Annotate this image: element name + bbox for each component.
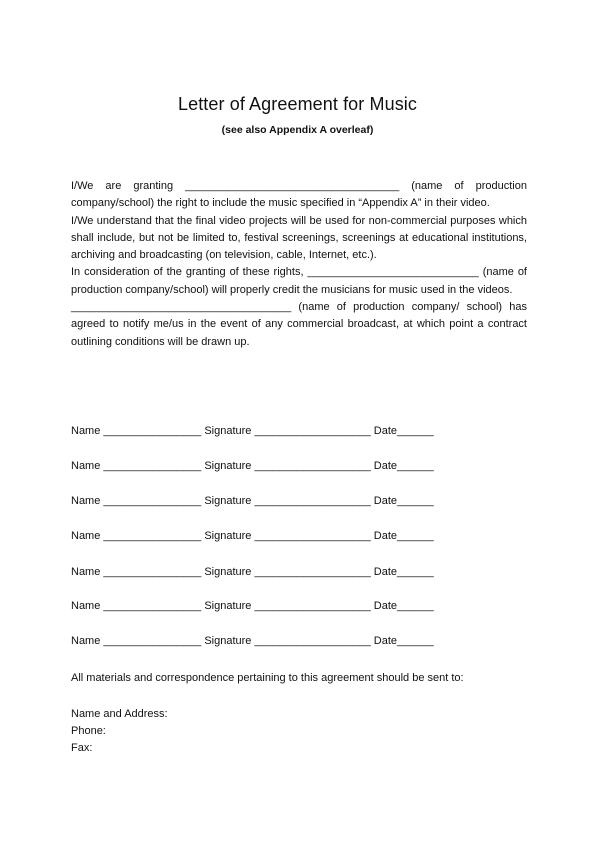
paragraph-notify: ____________________________________ (name of production company/ school) has agreed to notify me/us in the event of any commercial broadcast, at which point a contract outlining conditions will be drawn up.: [71, 301, 527, 348]
fax-label: Fax:: [71, 742, 93, 754]
name-address-label: Name and Address:: [71, 708, 168, 720]
sent-to-instruction: All materials and correspondence pertaining to this agreement should be sent to:: [71, 672, 464, 684]
phone-label: Phone:: [71, 725, 106, 737]
paragraph-granting: I/We are granting ___________________________________ (name of production company/school) the right to include the music specified in “Appendix A” in their video.: [71, 180, 527, 210]
paragraph-credit: In consideration of the granting of these rights, ____________________________ (name of production company/school) will properly credit the musicians for music used in the videos.: [71, 266, 527, 296]
document-subtitle: (see also Appendix A overleaf): [221, 124, 374, 136]
agreement-body: [71, 178, 527, 351]
signature-row: Name ________________ Signature ___________________ Date______: [71, 566, 434, 578]
signature-row: Name ________________ Signature ___________________ Date______: [71, 600, 434, 612]
paragraph-usage: I/We understand that the final video projects will be used for non-commercial purposes which shall include, but not be limited to, festival screenings, screenings at educational institutions, archiving and broadcasting (on television, cable, Internet, etc.).: [71, 214, 527, 262]
signature-row: Name ________________ Signature ___________________ Date______: [71, 425, 434, 437]
signature-row: Name ________________ Signature ___________________ Date______: [71, 495, 434, 507]
document-title: Letter of Agreement for Music: [177, 94, 417, 114]
signature-row: Name ________________ Signature ___________________ Date______: [71, 530, 434, 542]
signature-row: Name ________________ Signature ___________________ Date______: [71, 635, 434, 647]
signature-row: Name ________________ Signature ___________________ Date______: [71, 460, 434, 472]
